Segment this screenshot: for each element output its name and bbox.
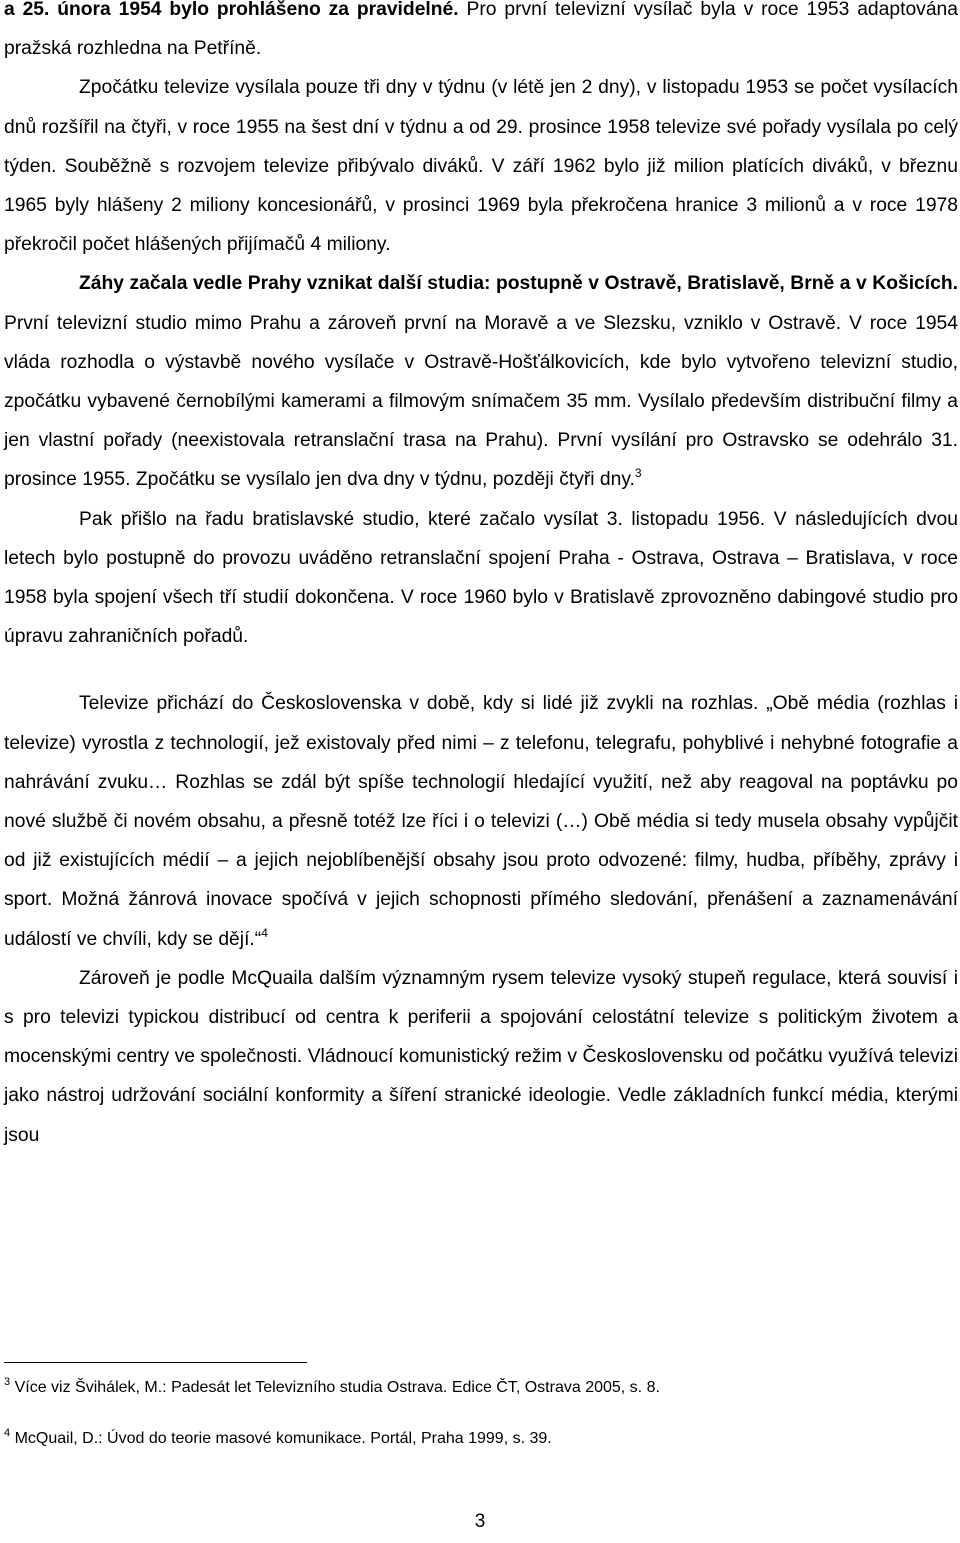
footnote-4 xyxy=(4,1429,552,1449)
footnote-3-number: 3 xyxy=(4,1376,11,1388)
footnote-4-text: McQuail, D.: Úvod do teorie masové komunikace. Portál, Praha 1999, s. 39. xyxy=(14,1430,552,1447)
paragraph-4-text: Pak přišlo na řadu bratislavské studio, které začalo vysílat 3. listopadu 1956. V následujících dvou letech bylo postupně do provozu uváděno retranslační spojení Praha - Ostrava, Ostrava – Bratislava, v roce 1958 byla spojení všech tří studií dokončena. V roce 1960 bylo v Bratislavě zprovozněno dabingové studio pro úpravu zahraničních pořadů. xyxy=(4,508,958,648)
paragraph-3 xyxy=(4,264,958,499)
paragraph-1 xyxy=(4,0,958,68)
footnote-3 xyxy=(4,1378,660,1398)
paragraph-6-text: Zároveň je podle McQuaila dalším významným rysem televize vysoký stupeň regulace, která souvisí i s pro televizi typickou distribucí od centra k periferii a spojování celostátní televize s politickým životem a mocenskými centry ve společnosti. Vládnoucí komunistický režim v Československu od počátku využívá televizi jako nástroj udržování sociální konformity a šíření stranické ideologie. Vedle základních funkcí média, kterými jsou xyxy=(4,967,958,1146)
paragraph-3-bold: Záhy začala vedle Prahy vznikat další studia: postupně v Ostravě, Bratislavě, Brně a v Košicích. xyxy=(79,273,958,295)
paragraph-6 xyxy=(4,959,958,1155)
footnote-divider xyxy=(4,1362,307,1363)
paragraph-2-text: Zpočátku televize vysílala pouze tři dny v týdnu (v létě jen 2 dny), v listopadu 1953 se počet vysílacích dnů rozšířil na čtyři, v roce 1955 na šest dní v týdnu a od 29. prosince 1958 televize své pořady vysílala po celý týden. Souběžně s rozvojem televize přibývalo diváků. V září 1962 bylo již milion platících diváků, v březnu 1965 byly hlášeny 2 miliony koncesionářů, v prosinci 1969 byla překročena hranice 3 milionů a v roce 1978 překročil počet hlášených přijímačů 4 miliony. xyxy=(4,77,958,256)
footnote-ref-4[interactable]: 4 xyxy=(261,925,268,940)
footnote-ref-3[interactable]: 3 xyxy=(634,466,642,481)
paragraph-1-bold: a 25. února 1954 bylo prohlášeno za pravidelné. xyxy=(4,0,459,20)
paragraph-3-text: První televizní studio mimo Prahu a zároveň první na Moravě a ve Slezsku, vzniklo v Ostravě. V roce 1954 vláda rozhodla o výstavbě nového vysílače v Ostravě-Hošťálkovicích, kde bylo vytvořeno televizní studio, zpočátku vybavené černobílými kamerami a filmovým snímačem 35 mm. Vysílalo především distribuční filmy a jen vlastní pořady (neexistovala retranslační trasa na Prahu). První vysílání pro Ostravsko se odehrálo 31. prosince 1955. Zpočátku se vysílalo jen dva dny v týdnu, později čtyři dny. xyxy=(4,312,958,491)
paragraph-5-text: Televize přichází do Československa v době, kdy si lidé již zvykli na rozhlas. „Obě média (rozhlas i televize) vyrostla z technologií, jež existovaly před nimi – z telefonu, telegrafu, pohyblivé i nehybné fotografie a nahrávání zvuku… Rozhlas se zdál být spíše technologií hledající využití, než aby reagoval na poptávku po nové službě či novém obsahu, a přesně totéž lze říci i o televizi (…) Obě média si tedy musela obsahy vypůjčit od již existujících médií – a jejich nejoblíbenější obsahy jsou proto odvozené: filmy, hudba, příběhy, zprávy i sport. Možná žánrová inovace spočívá v jejich schopnosti přímého sledování, přenášení a zaznamenávání událostí ve chvíli, kdy se dějí.“ xyxy=(4,693,958,950)
page-number: 3 xyxy=(474,1511,486,1532)
paragraph-2 xyxy=(4,68,958,264)
paragraph-5 xyxy=(4,684,958,958)
footnote-3-text: Více viz Švihálek, M.: Padesát let Televizního studia Ostrava. Edice ČT, Ostrava 2005, s. 8. xyxy=(14,1379,660,1396)
footnote-4-number: 4 xyxy=(4,1427,11,1439)
paragraph-1-text: Pro první televizní vysílač byla v roce 1953 adaptována pražská rozhledna na Petříně. xyxy=(4,0,958,60)
paragraph-4 xyxy=(4,500,958,657)
